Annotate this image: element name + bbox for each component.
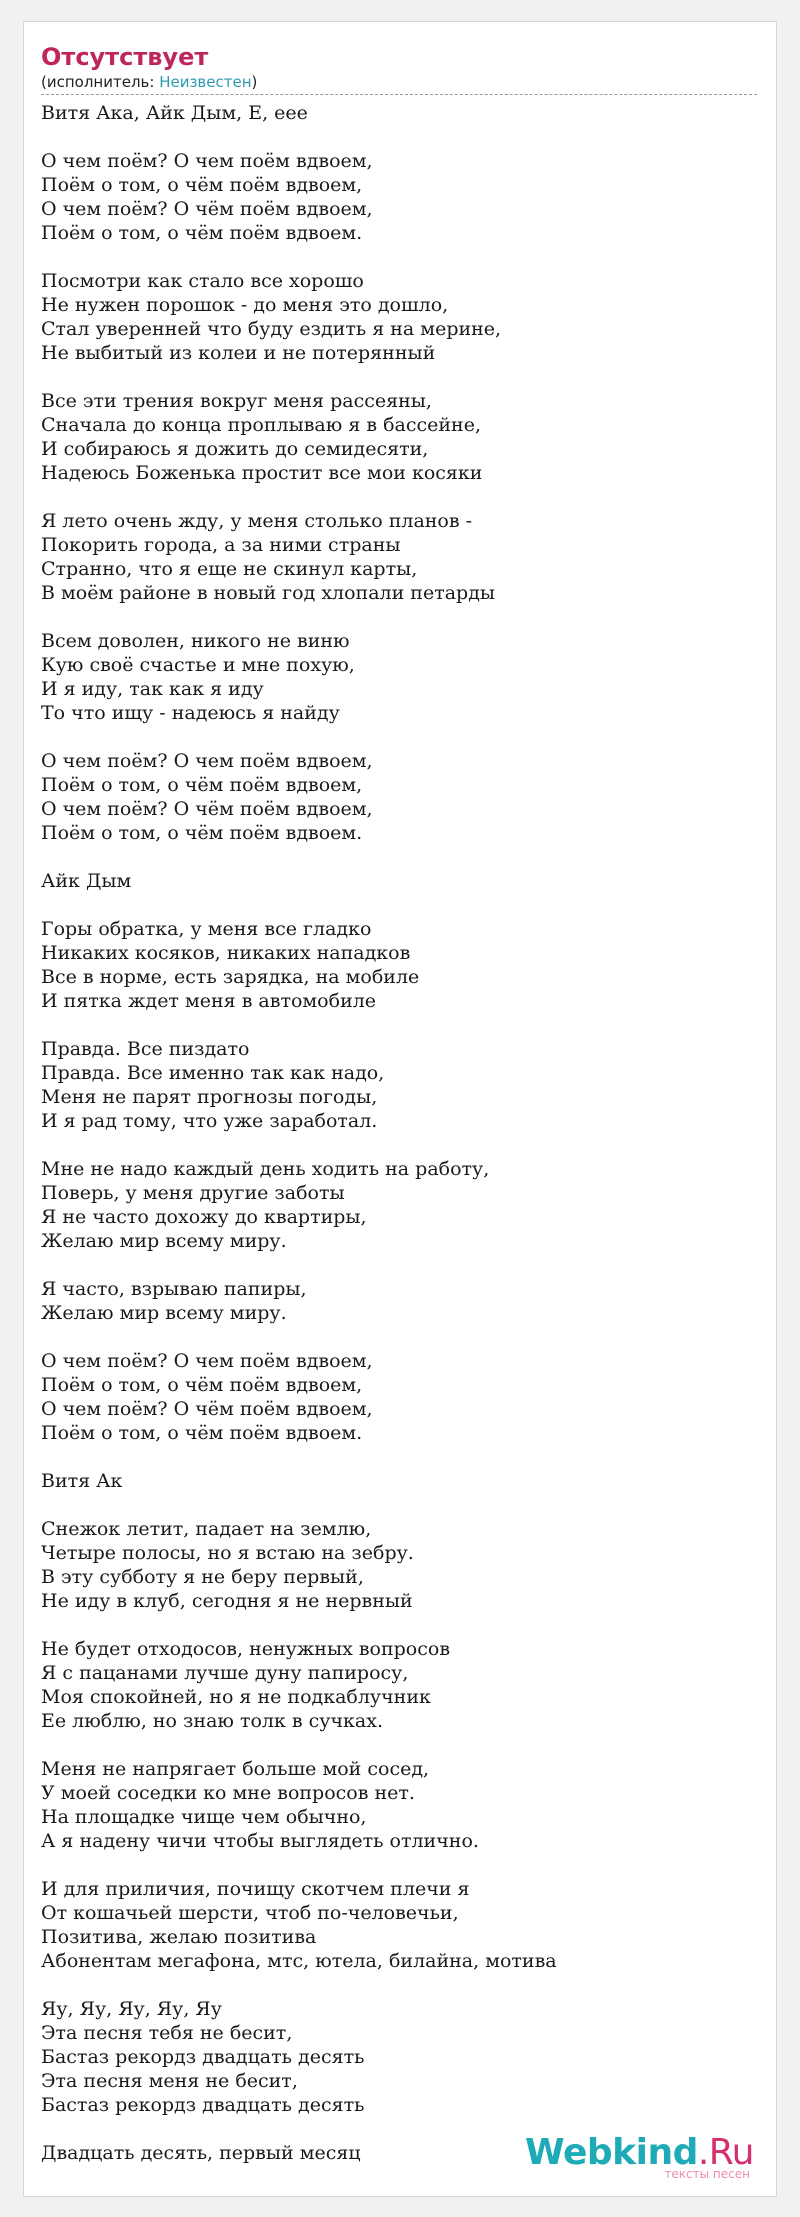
lyric-line: А я надену чичи чтобы выглядеть отлично. (41, 1830, 479, 1852)
lyric-line: Поём о том, о чём поём вдвоем, (41, 774, 363, 796)
lyric-line: О чем поём? О чём поём вдвоем, (41, 198, 373, 220)
lyric-line: Витя Ака, Айк Дым, Е, еее (41, 102, 308, 124)
lyric-line: Поём о том, о чём поём вдвоем, (41, 1374, 363, 1396)
lyric-line: Мне не надо каждый день ходить на работу, (41, 1158, 490, 1180)
lyric-line: Бастаз рекордз двадцать десять (41, 2046, 365, 2068)
artist-prefix: (исполнитель: (41, 73, 160, 91)
lyric-line: Я часто, взрываю папиры, (41, 1278, 307, 1300)
lyric-line: И я рад тому, что уже заработал. (41, 1110, 378, 1132)
lyric-line: Я с пацанами лучше дуну папиросу, (41, 1662, 409, 1684)
lyric-line: Желаю мир всему миру. (41, 1230, 287, 1252)
stanza-gap (41, 725, 757, 749)
lyric-line: В моём районе в новый год хлопали петарды (41, 582, 496, 604)
lyric-line: Надеюсь Боженька простит все мои косяки (41, 462, 483, 484)
lyric-line: Все эти трения вокруг меня рассеяны, (41, 390, 432, 412)
lyric-line: Я не часто дохожу до квартиры, (41, 1206, 367, 1228)
stanza-gap (41, 1445, 757, 1469)
stanza-gap (41, 485, 757, 509)
lyric-line: Сначала до конца проплываю я в бассейне, (41, 414, 481, 436)
lyric-line: Моя спокойней, но я не подкаблучник (41, 1686, 431, 1708)
lyric-line: Поверь, у меня другие заботы (41, 1182, 345, 1204)
lyric-line: Никаких косяков, никаких нападков (41, 942, 411, 964)
lyric-line: Эта песня тебя не бесит, (41, 2022, 293, 2044)
lyric-line: Четыре полосы, но я встаю на зебру. (41, 1542, 414, 1564)
lyric-line: Не будет отходосов, ненужных вопросов (41, 1638, 451, 1660)
lyric-line: И для приличия, почищу скотчем плечи я (41, 1878, 470, 1900)
lyric-line: Поём о том, о чём поём вдвоем. (41, 1422, 363, 1444)
lyric-line: Покорить города, а за ними страны (41, 534, 401, 556)
lyric-line: Стал уверенней что буду ездить я на мерине, (41, 318, 502, 340)
stanza-gap (41, 605, 757, 629)
lyric-line: Позитива, желаю позитива (41, 1926, 317, 1948)
stanza-gap (41, 1133, 757, 1157)
lyric-line: О чем поём? О чём поём вдвоем, (41, 798, 373, 820)
lyric-line: Поём о том, о чём поём вдвоем. (41, 222, 363, 244)
stanza-gap (41, 1733, 757, 1757)
logo-domain: .Ru (697, 2132, 754, 2173)
lyric-line: Двадцать десять, первый месяц (41, 2142, 361, 2164)
lyric-line: У моей соседки ко мне вопросов нет. (41, 1782, 415, 1804)
lyric-line: То что ищу - надеюсь я найду (41, 702, 340, 724)
song-title: Отсутствует (41, 43, 209, 71)
lyric-line: Не выбитый из колеи и не потерянный (41, 342, 436, 364)
site-logo[interactable] (525, 2134, 754, 2180)
stanza-gap (41, 1253, 757, 1277)
lyric-line: И я иду, так как я иду (41, 678, 264, 700)
lyric-line: Витя Ак (41, 1470, 123, 1492)
lyric-line: Ее люблю, но знаю толк в сучках. (41, 1710, 383, 1732)
artist-line (41, 72, 757, 95)
lyric-line: Снежок летит, падает на землю, (41, 1518, 372, 1540)
stanza-gap (41, 1613, 757, 1637)
lyric-line: Айк Дым (41, 870, 132, 892)
stanza-gap (41, 245, 757, 269)
lyric-line: Яу, Яу, Яу, Яу, Яу (41, 1998, 222, 2020)
lyric-line: И пятка ждет меня в автомобиле (41, 990, 377, 1012)
artist-link[interactable]: Неизвестен (159, 73, 252, 91)
lyric-line: Желаю мир всему миру. (41, 1302, 287, 1324)
lyric-line: О чем поём? О чем поём вдвоем, (41, 150, 373, 172)
lyric-line: От кошачьей шерсти, чтоб по-человечьи, (41, 1902, 459, 1924)
lyric-line: Все в норме, есть зарядка, на мобиле (41, 966, 420, 988)
lyric-line: Не иду в клуб, сегодня я не нервный (41, 1590, 413, 1612)
lyric-line: Поём о том, о чём поём вдвоем, (41, 174, 363, 196)
logo-name: Webkind (525, 2132, 698, 2173)
artist-suffix: ) (251, 73, 258, 91)
logo-tagline: тексты песен (664, 2167, 750, 2181)
stanza-gap (41, 845, 757, 869)
lyric-line: Посмотри как стало все хорошо (41, 270, 364, 292)
lyric-line: О чем поём? О чём поём вдвоем, (41, 1398, 373, 1420)
lyric-line: Правда. Все именно так как надо, (41, 1062, 385, 1084)
lyric-line: Не нужен порошок - до меня это дошло, (41, 294, 449, 316)
stanza-gap (41, 1493, 757, 1517)
lyric-line: Эта песня меня не бесит, (41, 2070, 298, 2092)
lyric-line: На площадке чище чем обычно, (41, 1806, 367, 1828)
song-header (41, 42, 757, 95)
lyric-line: О чем поём? О чем поём вдвоем, (41, 750, 373, 772)
stanza-gap (41, 365, 757, 389)
lyric-line: Абонентам мегафона, мтс, ютела, билайна, мотива (41, 1950, 557, 1972)
lyric-line: Всем доволен, никого не виню (41, 630, 350, 652)
stanza-gap (41, 1013, 757, 1037)
lyric-line: Меня не парят прогнозы погоды, (41, 1086, 378, 1108)
lyric-line: Меня не напрягает больше мой сосед, (41, 1758, 430, 1780)
lyric-line: Я лето очень жду, у меня столько планов - (41, 510, 473, 532)
stanza-gap (41, 1973, 757, 1997)
lyric-line: В эту субботу я не беру первый, (41, 1566, 364, 1588)
lyric-line: И собираюсь я дожить до семидесяти, (41, 438, 429, 460)
stanza-gap (41, 893, 757, 917)
stanza-gap (41, 125, 757, 149)
lyric-line: Горы обратка, у меня все гладко (41, 918, 372, 940)
lyric-line: О чем поём? О чем поём вдвоем, (41, 1350, 373, 1372)
lyric-line: Кую своё счастье и мне похую, (41, 654, 355, 676)
stanza-gap (41, 1325, 757, 1349)
lyric-line: Бастаз рекордз двадцать десять (41, 2094, 365, 2116)
lyrics-card (23, 21, 777, 2197)
lyric-line: Поём о том, о чём поём вдвоем. (41, 822, 363, 844)
lyric-line: Странно, что я еще не скинул карты, (41, 558, 418, 580)
stanza-gap (41, 1853, 757, 1877)
lyrics-text (41, 101, 757, 2165)
lyric-line: Правда. Все пиздато (41, 1038, 250, 1060)
